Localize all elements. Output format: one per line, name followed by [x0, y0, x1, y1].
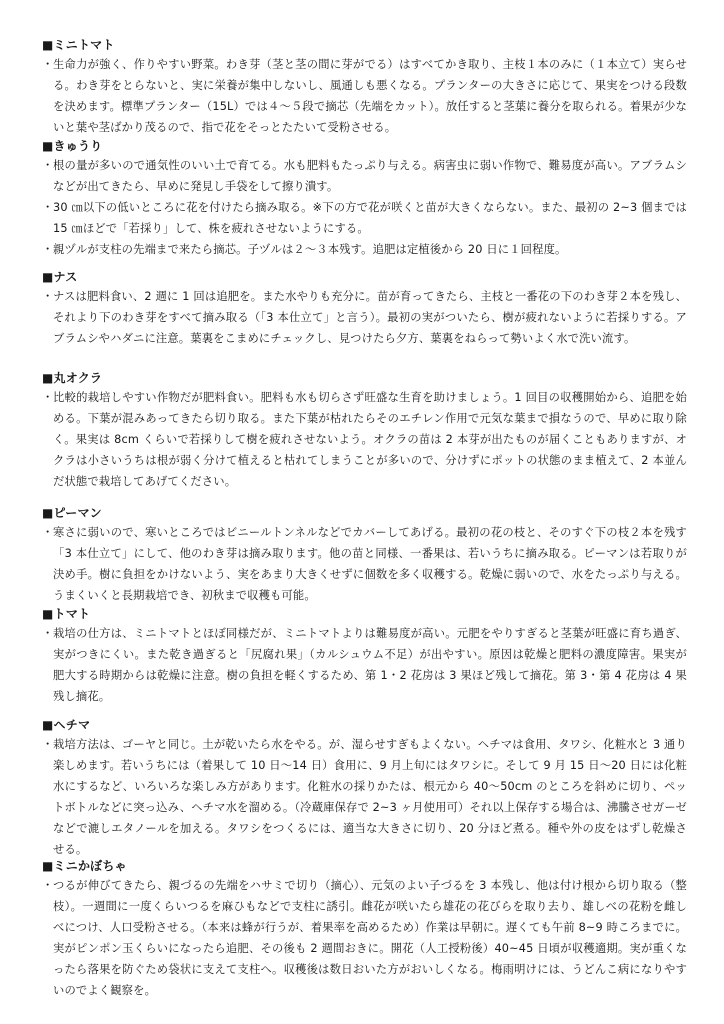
section-mini-tomato [42, 36, 687, 138]
bullet: ・ [42, 627, 54, 640]
section-title: ■ミニトマト [42, 38, 115, 52]
paragraph-text: つるが伸びてきたら、親づるの先端をハサミで切り（摘心）、元気のよい子づるを 3 本残し、他は付け根から切り取る（整枝）。一週間に一度くらいつるを麻ひもなどで支柱に誘引。雌花が咲いたら雄花の花びらを取り去り、雄しべの花粉を雌しべにつけ、人口受粉させる。（本来は蜂が行うが、着果率を高めるため）作業は早朝に。遅くても午前 8~9 時ころまでに。実がピンポン玉くらいになったら追肥、その後も 2 週間おきに。開花（人工授粉後）40~45 日頃が収穫適期。実が重くなったら落果を防ぐため袋状に支えて支柱へ。収穫後は数日おいた方がおいしくなる。梅雨明けには、うどんこ病になりやすいのでよく観察を。 [53, 879, 687, 998]
section-title: ■トマト [42, 607, 91, 621]
section-cucumber [42, 137, 687, 260]
paragraph-text: 親ヅルが支柱の先端まで来たら摘芯。子ヅルは２～３本残す。追肥は定植後から 20 日に１回程度。 [53, 243, 567, 257]
section-title: ■きゅうり [42, 139, 103, 153]
bullet: ・ [42, 58, 54, 71]
section-eggplant [42, 268, 687, 349]
bullet: ・ [42, 879, 54, 892]
paragraph-text: 30 ㎝以下の低いところに花を付けたら摘み取る。※下の方で花が咲くと苗が大きくならない。また、最初の 2~3 個までは 15 ㎝ほどで「若採り」して、株を疲れさせないようにする。 [53, 201, 687, 236]
paragraph-text: 栽培の仕方は、ミニトマトとほぼ同様だが、ミニトマトよりは難易度が高い。元肥をやりすぎると茎葉が旺盛に育ち過ぎ、実がつきにくい。また乾き過ぎると「尻腐れ果」（カルシュウム不足）が出やすい。原因は乾燥と肥料の濃度障害。果実が肥大する時期からは乾燥に注意。樹の負担を軽くするため、第 1・2 花房は 3 果ほど残して摘花。第 3・第 4 花房は 4 果残し摘花。 [53, 627, 687, 704]
section-green-pepper [42, 504, 687, 606]
paragraph [42, 623, 687, 707]
paragraph [42, 155, 687, 197]
paragraph-text: 生命力が強く、作りやすい野菜。わき芽（茎と茎の間に芽がでる）はすべてかき取り、主枝１本のみに（１本立て）実らせる。わき芽をとらないと、実に栄養が集中しないし、風通しも悪くなる。プランターの大きさに応じて、果実をつける段数を決めます。標準プランター（15L）では４～５段で摘芯（先端をカット）。放任すると茎葉に養分を取られる。着果が少ないと葉や茎ばかり茂るので、指で花をそっとたたいて受粉させる。 [53, 58, 687, 135]
paragraph [42, 197, 687, 239]
paragraph-text: 根の量が多いので通気性のいい土で育てる。水も肥料もたっぷり与える。病害虫に弱い作物で、難易度が高い。アブラムシなどが出てきたら、早めに発見し手袋をして擦り潰す。 [53, 159, 687, 194]
section-round-okra [42, 369, 687, 492]
paragraph [42, 875, 687, 1002]
section-mini-pumpkin [42, 857, 687, 1002]
bullet: ・ [42, 159, 54, 172]
section-loofah [42, 716, 687, 861]
bullet: ・ [42, 391, 54, 404]
section-title: ■ヘチマ [42, 718, 91, 732]
paragraph-text: 比較的栽培しやすい作物だが肥料食い。肥料も水も切らさず旺盛な生育を助けましょう。1 回目の収穫開始から、追肥を始める。下葉が混みあってきたら切り取る。また下葉が枯れたらそのエチレン作用で元気な葉まで損なうので、早めに取り除く。果実は 8cm くらいで若採りして樹を疲れさせないよう。オクラの苗は 2 本芽が出たものが届くこともありますが、オクラは小さいうちは根が弱く分けて植えると枯れてしまうことが多いので、分けずにポットの状態のまま植えて、2 本並んだ状態で栽培してあげてください。 [53, 391, 687, 489]
paragraph [42, 734, 687, 861]
section-title: ■丸オクラ [42, 371, 103, 385]
paragraph [42, 54, 687, 138]
paragraph [42, 387, 687, 492]
paragraph-text: ナスは肥料食い、2 週に 1 回は追肥を。また水やりも充分に。苗が育ってきたら、主枝と一番花の下のわき芽２本を残し、それより下のわき芽をすべて摘み取る（「3 本仕立て」と言う）。最初の実がついたら、樹が疲れないように若採りする。アブラムシやハダニに注意。葉裏をこまめにチェックし、見つけたら夕方、葉裏をねらって勢いよく水で洗い流す。 [53, 290, 687, 346]
bullet: ・ [42, 738, 54, 751]
section-title: ■ナス [42, 270, 78, 284]
section-tomato [42, 605, 687, 707]
paragraph [42, 239, 687, 260]
bullet: ・ [42, 201, 54, 215]
bullet: ・ [42, 243, 54, 257]
paragraph-text: 寒さに弱いので、寒いところではビニールトンネルなどでカバーしてあげる。最初の花の枝と、そのすぐ下の枝２本を残す「3 本仕立て」にして、他のわき芽は摘み取ります。他の苗と同様、一番果は、若いうちに摘み取る。ピーマンは若取りが決め手。樹に負担をかけないよう、実をあまり大きくせずに個数を多く収穫する。乾燥に弱いので、水をたっぷり与える。うまくいくと長期栽培でき、初秋まで収穫も可能。 [53, 526, 687, 603]
paragraph [42, 522, 687, 606]
section-title: ■ミニかぼちゃ [42, 859, 127, 873]
bullet: ・ [42, 290, 54, 303]
bullet: ・ [42, 526, 54, 539]
paragraph-text: 栽培方法は、ゴーヤと同じ。土が乾いたら水をやる。が、湿らせすぎもよくない。ヘチマは食用、タワシ、化粧水と 3 通り楽しめます。若いうちには（着果して 10 日～14 日）食用に、9 月上旬にはタワシに。そして 9 月 15 日～20 日には化粧水にするなど、いろいろな楽しみ方があります。化粧水の採りかたは、根元から 40～50cm のところを斜めに切り、ペットボトルなどに突っ込み、ヘチマ水を溜める。（冷蔵庫保存で 2~3 ヶ月使用可）それ以上保存する場合は、沸騰させガーゼなどで漉しエタノールを加える。タワシをつくるには、適当な大きさに切り、20 分ほど煮る。種や外の皮をはずし乾燥させる。 [53, 738, 687, 857]
paragraph [42, 286, 687, 349]
section-title: ■ピーマン [42, 506, 102, 520]
